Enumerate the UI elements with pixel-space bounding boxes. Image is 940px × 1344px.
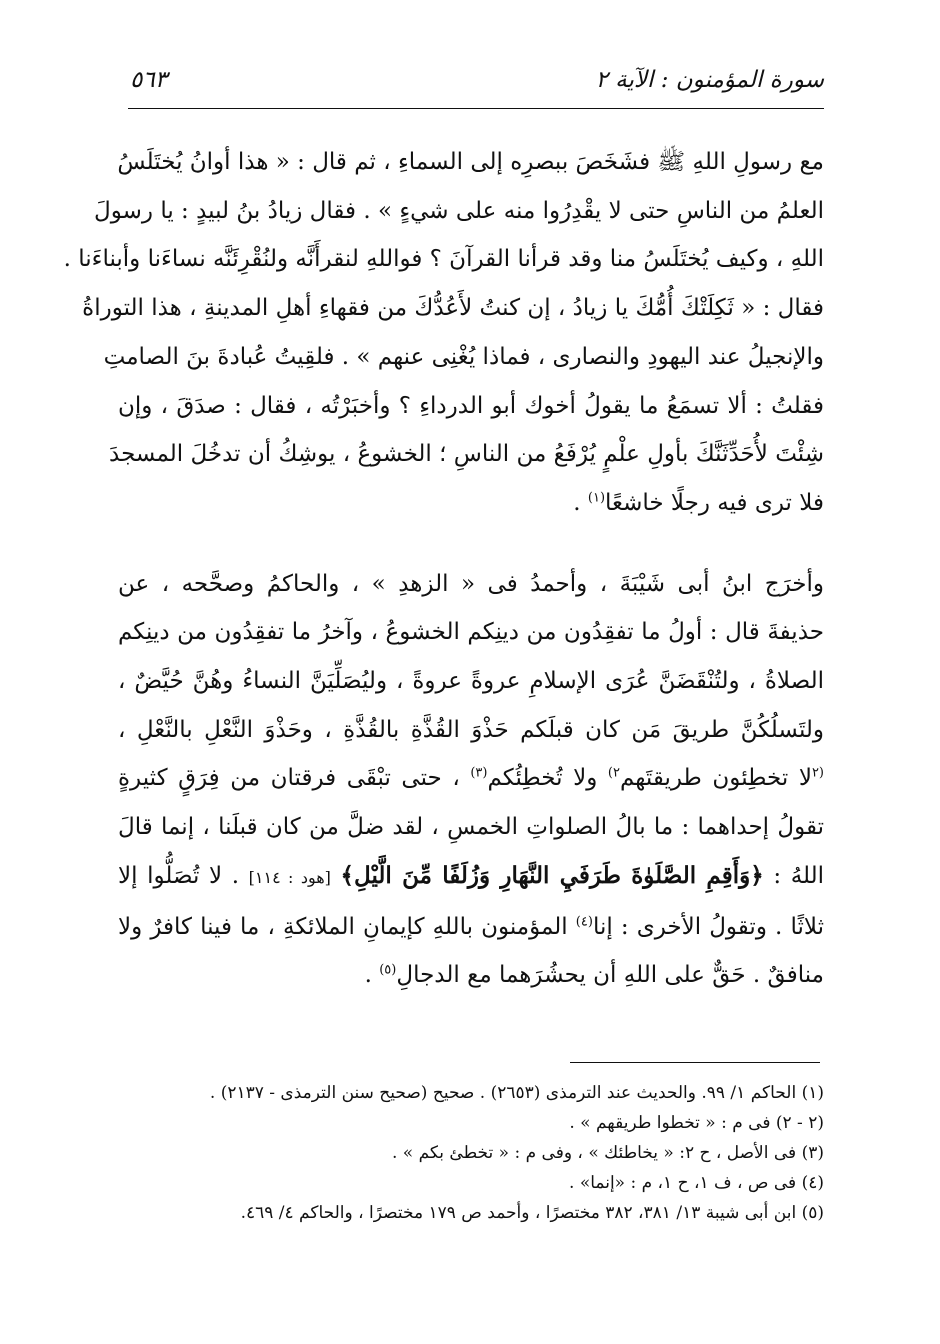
footnote-rule — [570, 1062, 820, 1063]
header-rule — [128, 108, 824, 109]
footnote-marker: (٥) — [379, 962, 397, 978]
footnote: (٢ - ٢) فى م : « تخطوا طريقهم » . — [569, 1113, 824, 1133]
period: . — [573, 489, 581, 516]
text-line — [118, 903, 824, 952]
text-segment — [118, 765, 812, 791]
text-segment: ولا تُخطِئُكم — [487, 765, 608, 792]
text-segment: اللهُ : — [773, 862, 825, 889]
period: . — [364, 962, 372, 989]
text-segment: . لا تُصَلُّوا إلا — [118, 862, 240, 889]
text-segment: لا تخطِئون طريقتَهم — [619, 765, 812, 792]
text-line: فقال : « ثَكِلَتْكَ أُمُّكَ يا زيادُ ، إن كنتُ لأَعُدُّكَ من فقهاءِ أهلِ المدينةِ ، هذا التوراةُ — [82, 295, 824, 322]
text-line: مع رسولِ اللهِ ﷺ فشَخَصَ ببصرِه إلى السماءِ ، ثم قال : « هذا أوانُ يُختَلَسُ — [117, 149, 824, 175]
text-line: وأخرَج ابنُ أبى شَيْبَةَ ، وأحمدُ فى « الزهدِ » ، والحاكمُ وصحَّحه ، عن — [118, 570, 824, 597]
text-line: العلمُ من الناسِ حتى لا يقْدِرُوا منه على شيءٍ » . فقال زيادُ بنُ لبيدٍ : يا رسولَ — [94, 197, 824, 224]
footnote: (٥) ابن أبى شيبة ١٣/ ٣٨١، ٣٨٢ مختصرًا ، وأحمد ص ١٧٩ مختصرًا ، والحاكم ٤/ ٤٦٩. — [240, 1203, 824, 1223]
footnote-marker: (٤) — [575, 913, 593, 929]
text-line — [118, 754, 824, 803]
footnote-marker: (٣) — [470, 765, 488, 781]
footnote: (١) الحاكم ١/ ٩٩. والحديث عند الترمذى (٢٦٥٣) . صحيح (صحيح سنن الترمذى - ٢١٣٧) . — [209, 1083, 824, 1103]
quran-verse: ﴿وَأَقِمِ الصَّلَوٰةَ طَرَفَيِ النَّهَارِ وَزُلَفًا مِّنَ الَّيْلِ﴾ — [340, 861, 764, 889]
text-line: ولتَسلُكُنَّ طريقَ مَن كان قبلَكم حَذْوَ القُذَّةِ بالقُذَّةِ ، وحَذْوَ النَّعْلِ بالنَّعْلِ ، — [118, 716, 824, 743]
text-line: تقولُ إحداهما : ما بالُ الصلواتِ الخمسِ ، لقد ضلَّ من كان قبلَنا ، إنما قالَ — [118, 814, 824, 841]
main-text — [63, 138, 825, 1000]
text-line: شِئْتَ لأُحَدِّثَنَّكَ بأولِ علْمٍ يُرْفَعُ من الناسِ ؛ الخشوعُ ، يوشِكُ أن تدخُلَ المسجدَ — [109, 441, 824, 468]
text-line: الصلاةُ ، ولتُنْقَضَنَّ عُرَى الإسلامِ عروةً عروةً ، وليُصَلِّيَنَّ النساءُ وهُنَّ حُيَّضٌ ، — [118, 668, 824, 695]
text-segment: ثلاثًا . وتقولُ الأخرى : إنا — [592, 913, 824, 940]
footnote: (٣) فى الأصل ، ح ٢: « يخاطئك » ، وفى م : « تخطئ بكم » . — [391, 1143, 824, 1163]
text-line — [118, 479, 824, 528]
page-header — [130, 62, 824, 98]
footnote-marker: ٢) — [607, 765, 620, 781]
footnote-marker: (٢ — [811, 765, 824, 781]
text-line — [118, 951, 824, 1000]
text-segment: المؤمنون باللهِ كإيمانِ الملائكةِ ، ما فينا كافرٌ ولا — [118, 913, 576, 940]
text-line — [118, 852, 824, 903]
page-number: ٥٦٣ — [130, 67, 168, 93]
text-line: اللهِ ، وكيف يُختَلَسُ منا وقد قرأنا القرآنَ ؟ فواللهِ لنقرأَنَّه ولنُقْرِئَنَّه نساءَنا وأبناءَنا . — [63, 246, 824, 273]
text-line: فقلتُ : ألا تسمَعُ ما يقولُ أخوك أبو الدرداءِ ؟ وأخبَرْتُه ، فقال : صدَقَ ، وإن — [118, 392, 824, 419]
text-segment: فلا ترى فيه رجلًا خاشعًا — [605, 489, 824, 516]
footnote-marker: (١) — [587, 490, 606, 506]
text-segment: منافقٌ . حَقٌّ على اللهِ أن يحشُرَهما مع الدجالِ — [396, 962, 824, 989]
text-line: والإنجيلُ عند اليهودِ والنصارى ، فماذا يُغْنِى عنهم » . فلقِيتُ عُبادةَ بنَ الصامتِ — [103, 343, 824, 370]
text-line: حذيفةَ قال : أولُ ما تفقِدُون من دينِكم الخشوعُ ، وآخرُ ما تفقِدُون من دينِكم — [118, 619, 824, 646]
paragraph-gap — [118, 528, 824, 560]
footnote: (٤) فى ص ، ف ١، ح ١، م : «إنما» . — [569, 1173, 824, 1193]
verse-reference: [هود : ١١٤] — [248, 867, 331, 887]
text-segment: ، حتى تبْقَى فرقتان من فِرَقٍ كثيرةٍ — [118, 765, 471, 792]
footnotes — [110, 1078, 824, 1228]
running-title: سورة المؤمنون : الآية ٢ — [595, 67, 824, 93]
